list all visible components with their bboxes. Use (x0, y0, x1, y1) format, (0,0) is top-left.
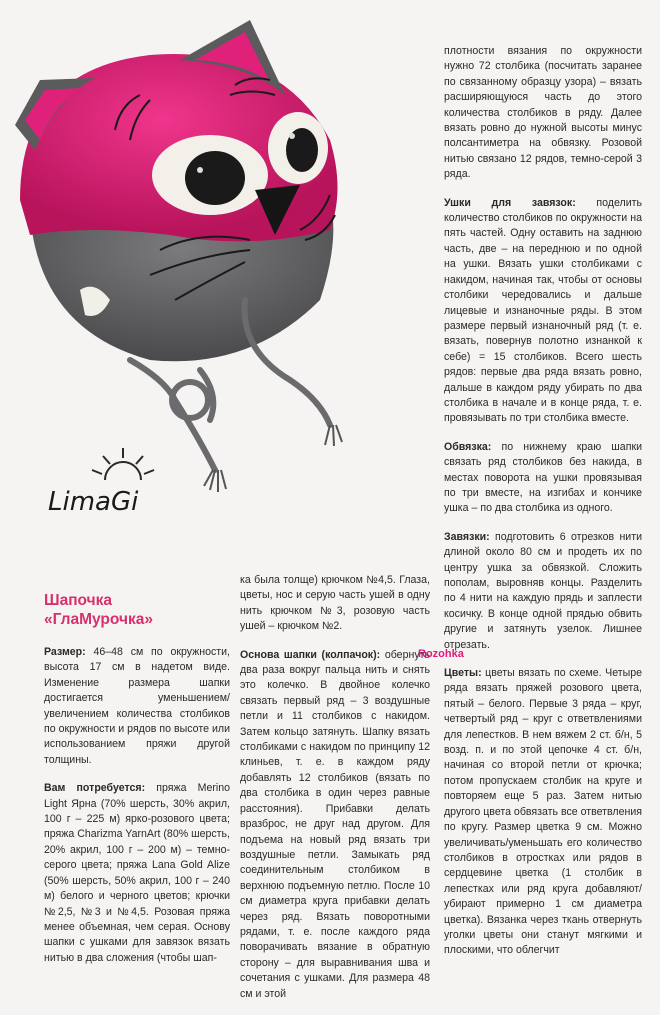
title-line-2: «ГлаМурочка» (44, 611, 153, 628)
ears-paragraph (444, 196, 642, 427)
ears-text: поделить количество столбиков по окружности на пять частей. Одну оставить на заднюю часть, две – на переднюю и по одной на ушки. Вязать ушки столбиками с накидом, начиная так, чтобы от основы столбики чередовались и дальше лицевые и изнаночные ряды. В этом размере первый изнаночный ряд (т. е. вязать, повернув полотно изнанкой к себе) = 15 столбиков. Всего шесть рядов: первые два ряда вязать ровно, дальше в каждом ряду убирать по два столбика в начале и в конце ряда, т. е. провязывать по три столбика вместе. (444, 196, 642, 425)
base-label: Основа шапки (колпачок): (240, 648, 381, 661)
ties-label: Завязки: (444, 530, 490, 543)
size-label: Размер: (44, 646, 86, 658)
size-text: 46–48 см по окружности, высота 17 см в надетом виде. Изменение размера шапки достигается уменьшением/увеличением количества столбиков по окружности и рядов по высоте или использованием пряжи другой толщины. (44, 646, 230, 766)
tassel (204, 425, 342, 492)
ears-label: Ушки для завязок: (444, 196, 576, 209)
watermark: Rozohka (418, 648, 464, 660)
hooks-paragraph (240, 573, 430, 635)
logo-text: LimaGi (48, 487, 139, 517)
limagi-logo (40, 440, 190, 525)
article-title (44, 591, 230, 629)
ties-paragraph (444, 530, 642, 653)
flowers-text: цветы вязать по схеме. Четыре ряда вязать пряжей розового цвета, пятый – белого. Первые 3 ряда – круг, четвертый ряд – круг с ответвлениями для лепестков. В нем вяжем 2 ст. б/н, 5 возд. п. и по этой цепочке 4 ст. б/н, начиная со второй петли от крючка; потом пропускаем столбик на круге и повторяем еще 5 раз. Затем нитью другого цвета обвязать все ответвления по кругу. Размер цветка 9 см. Можно увеличивать/уменьшать его количество столбиков в отростках или рядов в сердцевине цветка (1 столбик в лепестках или ряд круга добавляют/убирают примерно 1 см диаметра цветка). Вязанка через ткань отвернуть уголки цветы они станут мягкими и плоскими, что облегчит (444, 667, 642, 957)
base-text: обернуть два раза вокруг пальца нить и снять это колечко. В двойное колечко связать первый ряд – 3 воздушные петли и 11 столбиков с накидом. Затем кольцо затянуть. Шапку вязать столбиками с накидом по принципу 12 клиньев, т. е. в каждом ряду добавлять 12 столбиков (вязать по два столбика в один через равные расстояния). Прибавки делать вразброс, не друг над другом. Для подъема на новый ряд вязать три воздушные петли. Замыкать ряд соединительным столбиком в верхнюю подъемную петлю. После 10 см диаметра круга прибавки делать через ряд. Вязать поворотными рядами, т. е. после каждого ряда поворачивать вязание в обратную сторону – для выравнивания шва и сочетания с ушками. Для размера 48 см и этой (240, 648, 430, 1000)
middle-column (240, 573, 430, 1015)
size-paragraph (44, 645, 230, 768)
edge-paragraph (444, 440, 642, 517)
materials-text: пряжа Merino Light Ярна (70% шерсть, 30% акрил, 100 г – 225 м) ярко-розового цвета; пряжа Charizma YarnArt (80% шерсть, 20% акрил, 100 г – 200 м) – темно-серого цвета; пряжа Lana Gold Alize (50% шерсть, 50% акрил, 100 г – 240 м) белого и черного цветов; крючки №2,5, №3 и №4,5. Розовая пряжа менее объемная, чем серая. Основу шапки с ушками для завязок вязать нитью в два сложения (чтобы шап- (44, 782, 230, 964)
left-column (44, 583, 230, 979)
flowers-paragraph (444, 666, 642, 959)
density-paragraph (444, 44, 642, 183)
edge-label: Обвязка: (444, 440, 492, 453)
edge-text: по нижнему краю шапки связать ряд столбиков без накида, в местах поворота на ушки провязывая по три вместе, на изгибах и кончике ушка – по два столбика из одного. (444, 440, 642, 515)
ties-text: подготовить 6 отрезков нити длиной около 80 см и продеть их по центру ушка за обвязкой. Сложить пополам, выровняв концы. Разделить по 4 нити на каждую прядь и заплести косичку. В конце одной прядью обвить другие и затянуть узелок. Лишнее отрезать. (444, 530, 642, 651)
hooks-text: ка была толще) крючком №4,5. Глаза, цветы, нос и серую часть ушей в одну нить крючком №3, розовую часть ушей – крючком №2. (240, 574, 430, 633)
materials-label: Вам потребуется: (44, 782, 146, 795)
right-column (444, 44, 642, 972)
flowers-label: Цветы: (444, 667, 482, 680)
density-text: плотности вязания по окружности нужно 72 столбика (посчитать заранее по связанному образцу узора) – вязать расширяющуюся часть до этого количества столбиков в ряду. Далее вязать ровно до нужной высоты минус полсантиметра на обвязку. Розовой нитью связано 12 рядов, темно-серой 3 ряда. (444, 45, 642, 181)
materials-paragraph (44, 781, 230, 966)
base-paragraph (240, 648, 430, 1002)
title-line-1: Шапочка (44, 592, 113, 609)
